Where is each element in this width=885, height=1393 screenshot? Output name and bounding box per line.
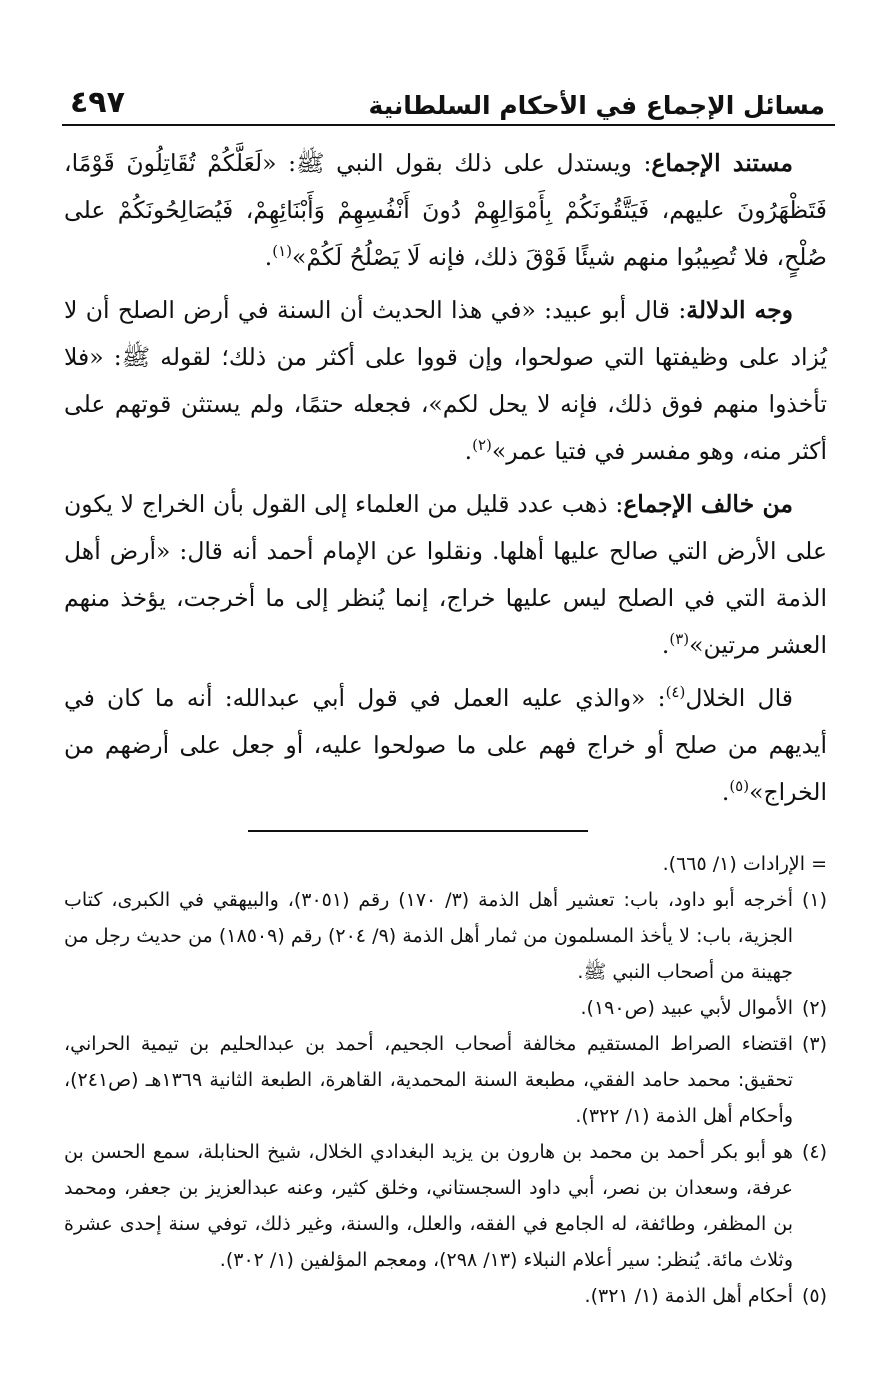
footnote-text: اقتضاء الصراط المستقيم مخالفة أصحاب الجحيم، أحمد بن عبدالحليم بن تيمية الحراني، تحقيق: محمد حامد الفقي، مطبعة السنة المحمدية، القاهرة، الطبعة الثانية ١٣٦٩هـ (ص٢٤١)، وأحكام أهل الذمة (١/ ٣٢٢). (64, 1033, 793, 1127)
paragraph-text: : «والذي عليه العمل في قول أبي عبدالله: أنه ما كان في أيديهم من صلح أو خراج فهم على ما صولحوا عليه، أو جعل على أرضهم من الخراج» (64, 684, 827, 806)
footnote-text: أخرجه أبو داود، باب: تعشير أهل الذمة (٣/ ١٧٠) رقم (٣٠٥١)، والبيهقي في الكبرى، كتاب الجزية، باب: لا يأخذ المسلمون من ثمار أهل الذمة (٩/ ٢٠٤) رقم (١٨٥٠٩) من حديث رجل من جهينة من أصحاب النبي ﷺ. (64, 889, 794, 983)
footnote-3 (64, 1026, 827, 1134)
footnote-ref[interactable]: (٥) (729, 777, 750, 796)
paragraph-khallal (64, 675, 827, 816)
header-rule (62, 124, 835, 126)
running-header (70, 78, 825, 120)
paragraph-text: : قال أبو عبيد: «في هذا الحديث أن السنة في أرض الصلح أن لا يُزاد على وظيفتها التي صولحوا، وإن قووا على أكثر من ذلك؛ لقوله ﷺ: «فلا تأخذوا منهم فوق ذلك، فإنه لا يحل لكم»، فجعله حتمًا، ولم يستثن قوتهم على أكثر منه، وهو مفسر في فتيا عمر» (64, 296, 827, 465)
page-number: ٤٩٧ (70, 85, 125, 120)
paragraph-lead: مستند الإجماع (651, 149, 794, 177)
paragraph-dissent (64, 481, 827, 669)
footnote-number: (١) (801, 889, 827, 911)
paragraph-end: . (661, 631, 670, 659)
running-title: مسائل الإجماع في الأحكام السلطانية (368, 91, 825, 120)
footnote-number: (٥) (801, 1285, 827, 1307)
paragraph-end: . (264, 243, 273, 271)
footnote-2 (64, 990, 827, 1026)
footnote-text: = الإرادات (١/ ٦٦٥). (662, 853, 827, 875)
footnotes (64, 846, 827, 1314)
footnote-continuation (64, 846, 827, 882)
footnote-number: (٤) (801, 1141, 827, 1163)
paragraph-lead: من خالف الإجماع (623, 490, 793, 518)
paragraph-lead: وجه الدلالة (686, 296, 794, 324)
footnote-ref[interactable]: (٢) (472, 436, 492, 455)
paragraph-evidence (64, 140, 827, 281)
paragraph-text-a: قال الخلال (685, 684, 793, 712)
footnote-ref[interactable]: (٣) (669, 630, 690, 649)
paragraph-end: . (721, 778, 730, 806)
footnote-1 (64, 882, 827, 990)
main-text (64, 140, 827, 822)
footnote-rule (248, 830, 588, 832)
paragraph-text: : ويستدل على ذلك بقول النبي ﷺ: «لَعَلَّكُمْ تُقَاتِلُونَ قَوْمًا، فَتَظْهَرُونَ عليهم، فَيَتَّقُونَكُمْ بِأَمْوَالِهِمْ دُونَ أَنْفُسِهِمْ وَأَبْنَائِهِمْ، فَيُصَالِحُونَكُمْ على صُلْحٍ، فلا تُصِيبُوا منهم شيئًا فَوْقَ ذلك، فإنه لَا يَصْلُحُ لَكُمْ» (64, 149, 827, 271)
footnote-4 (64, 1134, 827, 1278)
footnote-number: (٢) (801, 997, 827, 1019)
footnote-text: هو أبو بكر أحمد بن محمد بن هارون بن يزيد البغدادي الخلال، شيخ الحنابلة، سمع الحسن بن عرفة، وسعدان بن نصر، أبي داود السجستاني، وخلق كثير، وعنه عبدالعزيز بن جعفر، ومحمد بن المظفر، وطائفة، له الجامع في الفقه، والعلل، والسنة، وغير ذلك، توفي سنة إحدى عشرة وثلاث مائة. يُنظر: سير أعلام النبلاء (١٣/ ٢٩٨)، ومعجم المؤلفين (١/ ٣٠٢). (64, 1141, 793, 1271)
footnote-text: أحكام أهل الذمة (١/ ٣٢١). (584, 1285, 793, 1307)
footnote-5 (64, 1278, 827, 1314)
paragraph-end: . (464, 437, 473, 465)
footnote-text: الأموال لأبي عبيد (ص١٩٠). (580, 997, 793, 1019)
paragraph-text: : ذهب عدد قليل من العلماء إلى القول بأن الخراج لا يكون على الأرض التي صالح عليها أهلها. ونقلوا عن الإمام أحمد أنه قال: «أرض أهل الذمة التي في الصلح ليس عليها خراج، إنما يُنظر إلى ما أخرجت، يؤخذ منهم العشر مرتين» (64, 490, 827, 659)
footnote-ref[interactable]: (٤) (665, 683, 686, 702)
paragraph-indication (64, 287, 827, 475)
footnote-number: (٣) (801, 1033, 827, 1055)
footnote-ref[interactable]: (١) (272, 242, 293, 261)
